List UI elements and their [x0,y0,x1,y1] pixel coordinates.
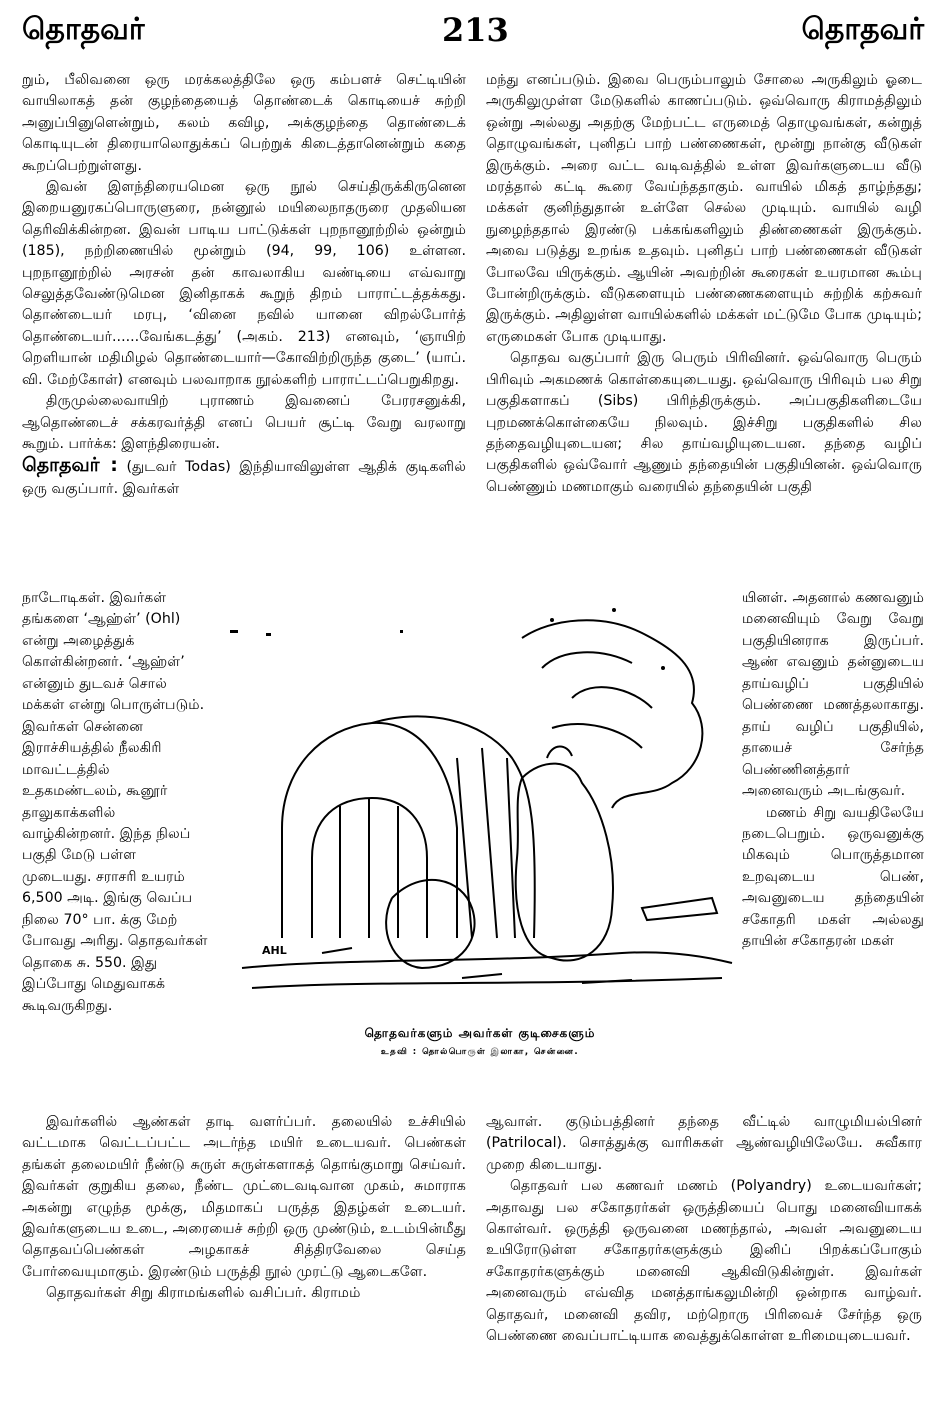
artist-signature: AHL [262,944,287,957]
entry-paragraph [22,455,466,500]
page-number: 213 [442,11,509,49]
paragraph: தொதவர் பல கணவர் மணம் (Polyandry) உடையவர்கள்; அதாவது பல சகோதரர்கள் ஒருத்தியைப் பொது மனைவியாகக் கொள்வர். ஒருத்தி ஒருவனை மணந்தால், அவள் அவனுடைய உயிரோடுள்ள சகோதரர்களுக்கும் இனிப் பிறக்கப்போகும் சகோதரர்களுக்கும் மனைவி ஆகிவிடுகின்றுள். இவர்கள் அனைவரும் எவ்வித மனத்தாங்கலுமின்றி ஒன்றாக வாழ்வர். தொதவர், மனைவி தவிர, மற்றொரு பிரிவைச் சேர்ந்த ஒரு பெண்ணை வைப்பாட்டியாக வைத்துக்கொள்ள உரிமையுடையவர். [486,1178,922,1345]
paragraph: யினள். அதனால் கணவனும் மனைவியும் வேறு வேறு பகுதியினராக இருப்பர். ஆண் எவனும் தன்னுடைய தாய்வழிப் பகுதியில் பெண்ணை மணத்தலாகாது. தாய் வழிப் பகுதியில், தாயைச் சேர்ந்த பெண்ணினத்தார் அனைவரும் அடங்குவர். [742,590,924,800]
right-column-top [486,70,922,498]
paragraph: இவர்களில் ஆண்கள் தாடி வளர்ப்பர். தலையில் உச்சியில் வட்டமாக வெட்டப்பட்ட அடர்ந்த மயிர் உடையவர். பெண்கள் தங்கள் தலைமயிர் நீண்டு சுருள் சுருள்களாகத் தொங்குமாறு செய்வர். இவர்கள் குறுகிய தலை, நீண்ட முட்டைவடிவான முகம், சுமாராக அகன்று எழுந்த மூக்கு, மிதமாகப் பருத்த இதழ்கள் உடையர். இவர்களுடைய உடை, அரையைச் சுற்றி ஒரு முண்டும், உடம்பின்மீது தொதவப்பெண்கள் அழகாகச் சித்திரவேலை செய்த போர்வையுமாகும். இரண்டும் பருத்தி நூல் முரட்டு ஆடைகளே. [22,1114,466,1280]
toda-huts-illustration [222,608,738,1020]
entry-term: தொதவர் : [22,454,118,477]
paragraph: நாடோடிகள். இவர்கள் தங்களை ‘ஆஹ்ள்’ (Ohl) என்று அழைத்துக் கொள்கின்றனர். ‘ஆஹ்ள்’ என்னும் துடவச் சொல் மக்கள் என்று பொருள்படும். இவர்கள் சென்னை இராச்சியத்தில் நீலகிரி மாவட்டத்தில் உதகமண்டலம், கூனூர் தாலுகாக்களில் வாழ்கின்றனர். இந்த நிலப் பகுதி மேடு பள்ள முடையது. சராசரி உயரம் 6,500 அடி. இங்கு வெப்ப நிலை 70° பா. க்கு மேற் போவது அரிது. தொதவர்கள் தொகை சு. 550. இது இப்போது மெதுவாகக் கூடிவருகிறது. [22,590,208,1014]
right-column-bottom [486,1112,922,1347]
paragraph: ஆவாள். குடும்பத்தினர் தந்தை வீட்டில் வாழுமியல்பினர் (Patrilocal). சொத்துக்கு வாரிசுகள் ஆண்வழியிலேயே. சுவீகார முறை கிடையாது. [486,1114,922,1173]
header-left-title: தொதவர் [22,12,145,47]
left-column-bottom [22,1112,466,1305]
wrap-text-left [22,588,208,1017]
left-column-top [22,70,466,500]
paragraph: இவன் இளந்திரையமென ஒரு நூல் செய்திருக்கிருனென இறையனுரகப்பொருளுரை, நன்னூல் மயிலைநாதருரை முதலியன தெரிவிக்கின்றன. இவன் பாடிய பாட்டுக்கள் புறநானூற்றில் ஒன்றும் (185), நற்றிணையில் மூன்றும் (94, 99, 106) உள்ளன. புறநானூற்றில் அரசன் தன் காவலாகிய வண்டியை எவ்வாறு செலுத்தவேண்டுமென இனிதாகக் கூறுந் திறம் பாராட்டத்தக்கது. தொண்டையர் மரபு, ‘வினை நவில் யானை விறல்போர்த் தொண்டையர்......வேங்கடத்து’ (அகம். 213) எனவும், ‘ஞாயிற் றெளியான் மதிமிழல் தொண்டையார்—கோவிற்றிருந்த குடை’ (யாப். வி. மேற்கோள்) எனவும் பலவாறாக நூல்களிற் பாராட்டப்பெறுகிறது. [22,179,466,388]
wrap-text-right [742,588,924,953]
caption-credit: உதவி : தொல்பொருள் இலாகா, சென்னை. [380,1047,580,1057]
paragraph: திருமுல்லைவாயிற் புராணம் இவனைப் பேரரசனுக்கி, ஆதொண்டைச் சக்கரவர்த்தி எனப் பெயர் சூட்டி வேறு வரலாறு கூறும். பார்க்க: இளந்திரையன். [22,393,466,452]
paragraph: றும், பீலிவனை ஒரு மரக்கலத்திலே ஒரு கம்பளச் செட்டியின் வாயிலாகத் தன் குழந்தையைத் தொண்டைக் கொடியைச் சுற்றி அனுப்பினுளென்றும், கலம் கவிழ, அக்குழந்தை தொண்டைக் கொடியுடன் திரையாலொதுக்கப் பெற்றுக் கிடைத்தானென்றும் கதை கூறப்பெற்றுள்ளது. [22,72,466,174]
paragraph: மந்து எனப்படும். இவை பெரும்பாலும் சோலை அருகிலும் ஓடை அருகிலுமுள்ள மேடுகளில் காணப்படும். ஒவ்வொரு கிராமத்திலும் ஒன்று அல்லது அதற்கு மேற்பட்ட எருமைத் தொழுவங்கள், கன்றுத் தொழுவங்கள், புனிதப் பாற் பண்ணைகள், மூன்று நான்கு வீடுகள் இருக்கும். அரை வட்ட வடிவத்தில் உள்ள இவர்களுடைய வீடு மரத்தால் கட்டி கூரை வேய்ந்ததாகும். வாயில் மிகத் தாழ்ந்தது; மக்கள் குனிந்துதான் உள்ளே செல்ல முடியும். வாயில் வழி நுழைந்ததால் இரண்டு பக்கங்களிலும் திண்ணைகள் இருக்கும். அவை படுத்து உறங்க உதவும். புனிதப் பாற் பண்ணைகள் வீடுகள் போலவே யிருக்கும். ஆயின் அவற்றின் கூரைகள் உயரமான கூம்பு போன்றிருக்கும். வீடுகளையும் பண்ணைகளையும் சுற்றிக் கற்சுவர் இருக்கும். அதிலுள்ள வாயில்களில் மக்கள் மட்டுமே போக முடியும்; எருமைகள் போக முடியாது. [486,72,922,345]
paragraph: தொதவ வகுப்பார் இரு பெரும் பிரிவினர். ஒவ்வொரு பெரும் பிரிவும் அகமணக் கொள்கையுடையது. ஒவ்வொரு பிரிவும் பல சிறு பகுதிகளாகப் (Sibs) பிரிந்திருக்கும். அப்பகுதிகளிடையே புறமணக்கொள்கையே நிலவும். இச்சிறு பகுதிகளில் சில தந்தைவழியுடையன; சில தாய்வழியுடையன. தந்தை வழிப் பகுதிகளில் ஒவ்வோர் ஆணும் தந்தையின் பகுதியினன். ஒவ்வொரு பெண்ணும் மணமாகும் வரையில் தந்தையின் பகுதி [486,350,922,495]
figure-caption [222,1022,738,1058]
caption-title: தொதவர்களும் அவர்கள் குடிசைகளும் [364,1026,596,1040]
paragraph: தொதவர்கள் சிறு கிராமங்களில் வசிப்பர். கிராமம் [46,1285,361,1302]
header-right-title: தொதவர் [801,12,924,47]
paragraph: மணம் சிறு வயதிலேயே நடைபெறும். ஒருவனுக்கு மிகவும் பொருத்தமான உறவுடைய பெண், அவனுடைய தந்தையின் சகோதரி மகள் அல்லது தாயின் சகோதரன் மகள் [742,804,924,950]
entry-text: (துடவர் Todas) இந்தியாவிலுள்ள ஆதிக் குடிகளில் ஒரு வகுப்பார். இவர்கள் [22,459,466,497]
